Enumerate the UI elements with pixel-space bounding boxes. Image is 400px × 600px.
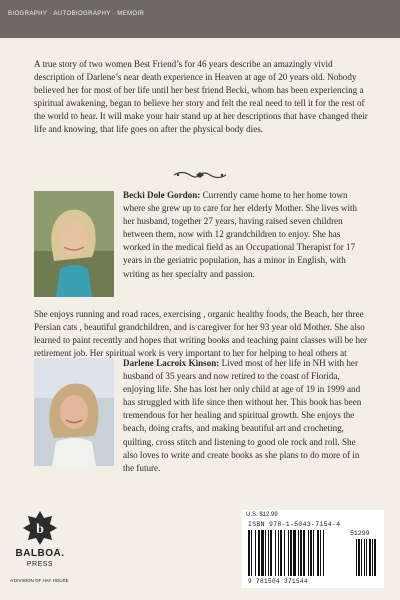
author-bio-becki-continued: She enjoys running and road races, exercising , organic healthy foods, the Beach, her three Persian cats , beautiful grandchildren, and is caregiver for her 93 year old Mother. She also learned to paint recently and hopes that writing books and teaching paint classes will be her retirement job. Her spiritual work is very important to her for helping to heal others at: [34, 309, 368, 359]
barcode-addon-digits: 51299: [350, 530, 370, 537]
author-photo-becki: [34, 191, 114, 297]
author-bio-becki: [123, 189, 369, 281]
name-colon: :: [197, 190, 203, 200]
category-label: BIOGRAPHY · AUTOBIOGRAPHY · MEMOIR: [8, 11, 145, 17]
price-label: U.S. $12.99: [246, 512, 278, 518]
name-colon: :: [216, 358, 222, 368]
category-bar: [0, 0, 400, 38]
author-bio-becki-text: Currently came home to her home town where she grew up to care for her elderly Mother. She lives with her husband, together 27 years, having raised seven children between them, now with 12 grandchildren to enjoy. She has worked in the medical field as an Occupational Therapist for 17 years in the geriatric population, has a minor in English, with writing as her specialty and passion.: [123, 190, 358, 279]
author-name-darlene: Darlene Lacroix Kinson: [123, 358, 217, 368]
ornament-divider-icon: [172, 170, 228, 180]
publisher-imprint: PRESS: [26, 561, 54, 568]
barcode-digits: 9 781504 371544: [248, 578, 309, 585]
barcode-icon: [248, 530, 380, 578]
publisher-name: BALBOA.: [15, 548, 65, 559]
author-bio-darlene: [123, 357, 369, 475]
author-photo-darlene: [34, 358, 114, 466]
publisher-division: A DIVISION OF HAY HOUSE: [10, 578, 69, 583]
barcode-panel: [242, 510, 384, 588]
isbn-label: ISBN 978-1-5043-7154-4: [248, 521, 341, 528]
author-name-becki: Becki Dole Gordon: [123, 190, 198, 200]
balboa-lotus-icon: [22, 510, 58, 546]
author-bio-darlene-text: Lived most of her life in NH with her husband of 35 years and now retired to the coast of Florida, enjoying life. She has lost her only child at age of 19 in 1999 and has struggled with life since then without her. This book has been tremendous for her healing and spiritual growth. She enjoys the beach, doing crafts, and making beautiful art and crocheting, quilting, cross stitch and listening to good ole rock and roll. She also loves to write and create books as she plans to do more of in the future.: [123, 358, 362, 473]
book-description: A true story of two women Best Friend’s for 46 years describe an amazingly vivid description of Darlene’s near death experience in Heaven at age of 20 years old. Nobody believed her for most of her life until her best friend Becki, whom has been experiencing a spiritual awakening, began to believe her story and felt the real need to tell it for the rest of the world to hear. It will make your hair stand up at her descriptions that have changed their life and knowing, that life goes on after the physical body dies.: [34, 59, 368, 135]
publisher-logo: [12, 510, 68, 590]
svg-text:b: b: [36, 522, 44, 537]
